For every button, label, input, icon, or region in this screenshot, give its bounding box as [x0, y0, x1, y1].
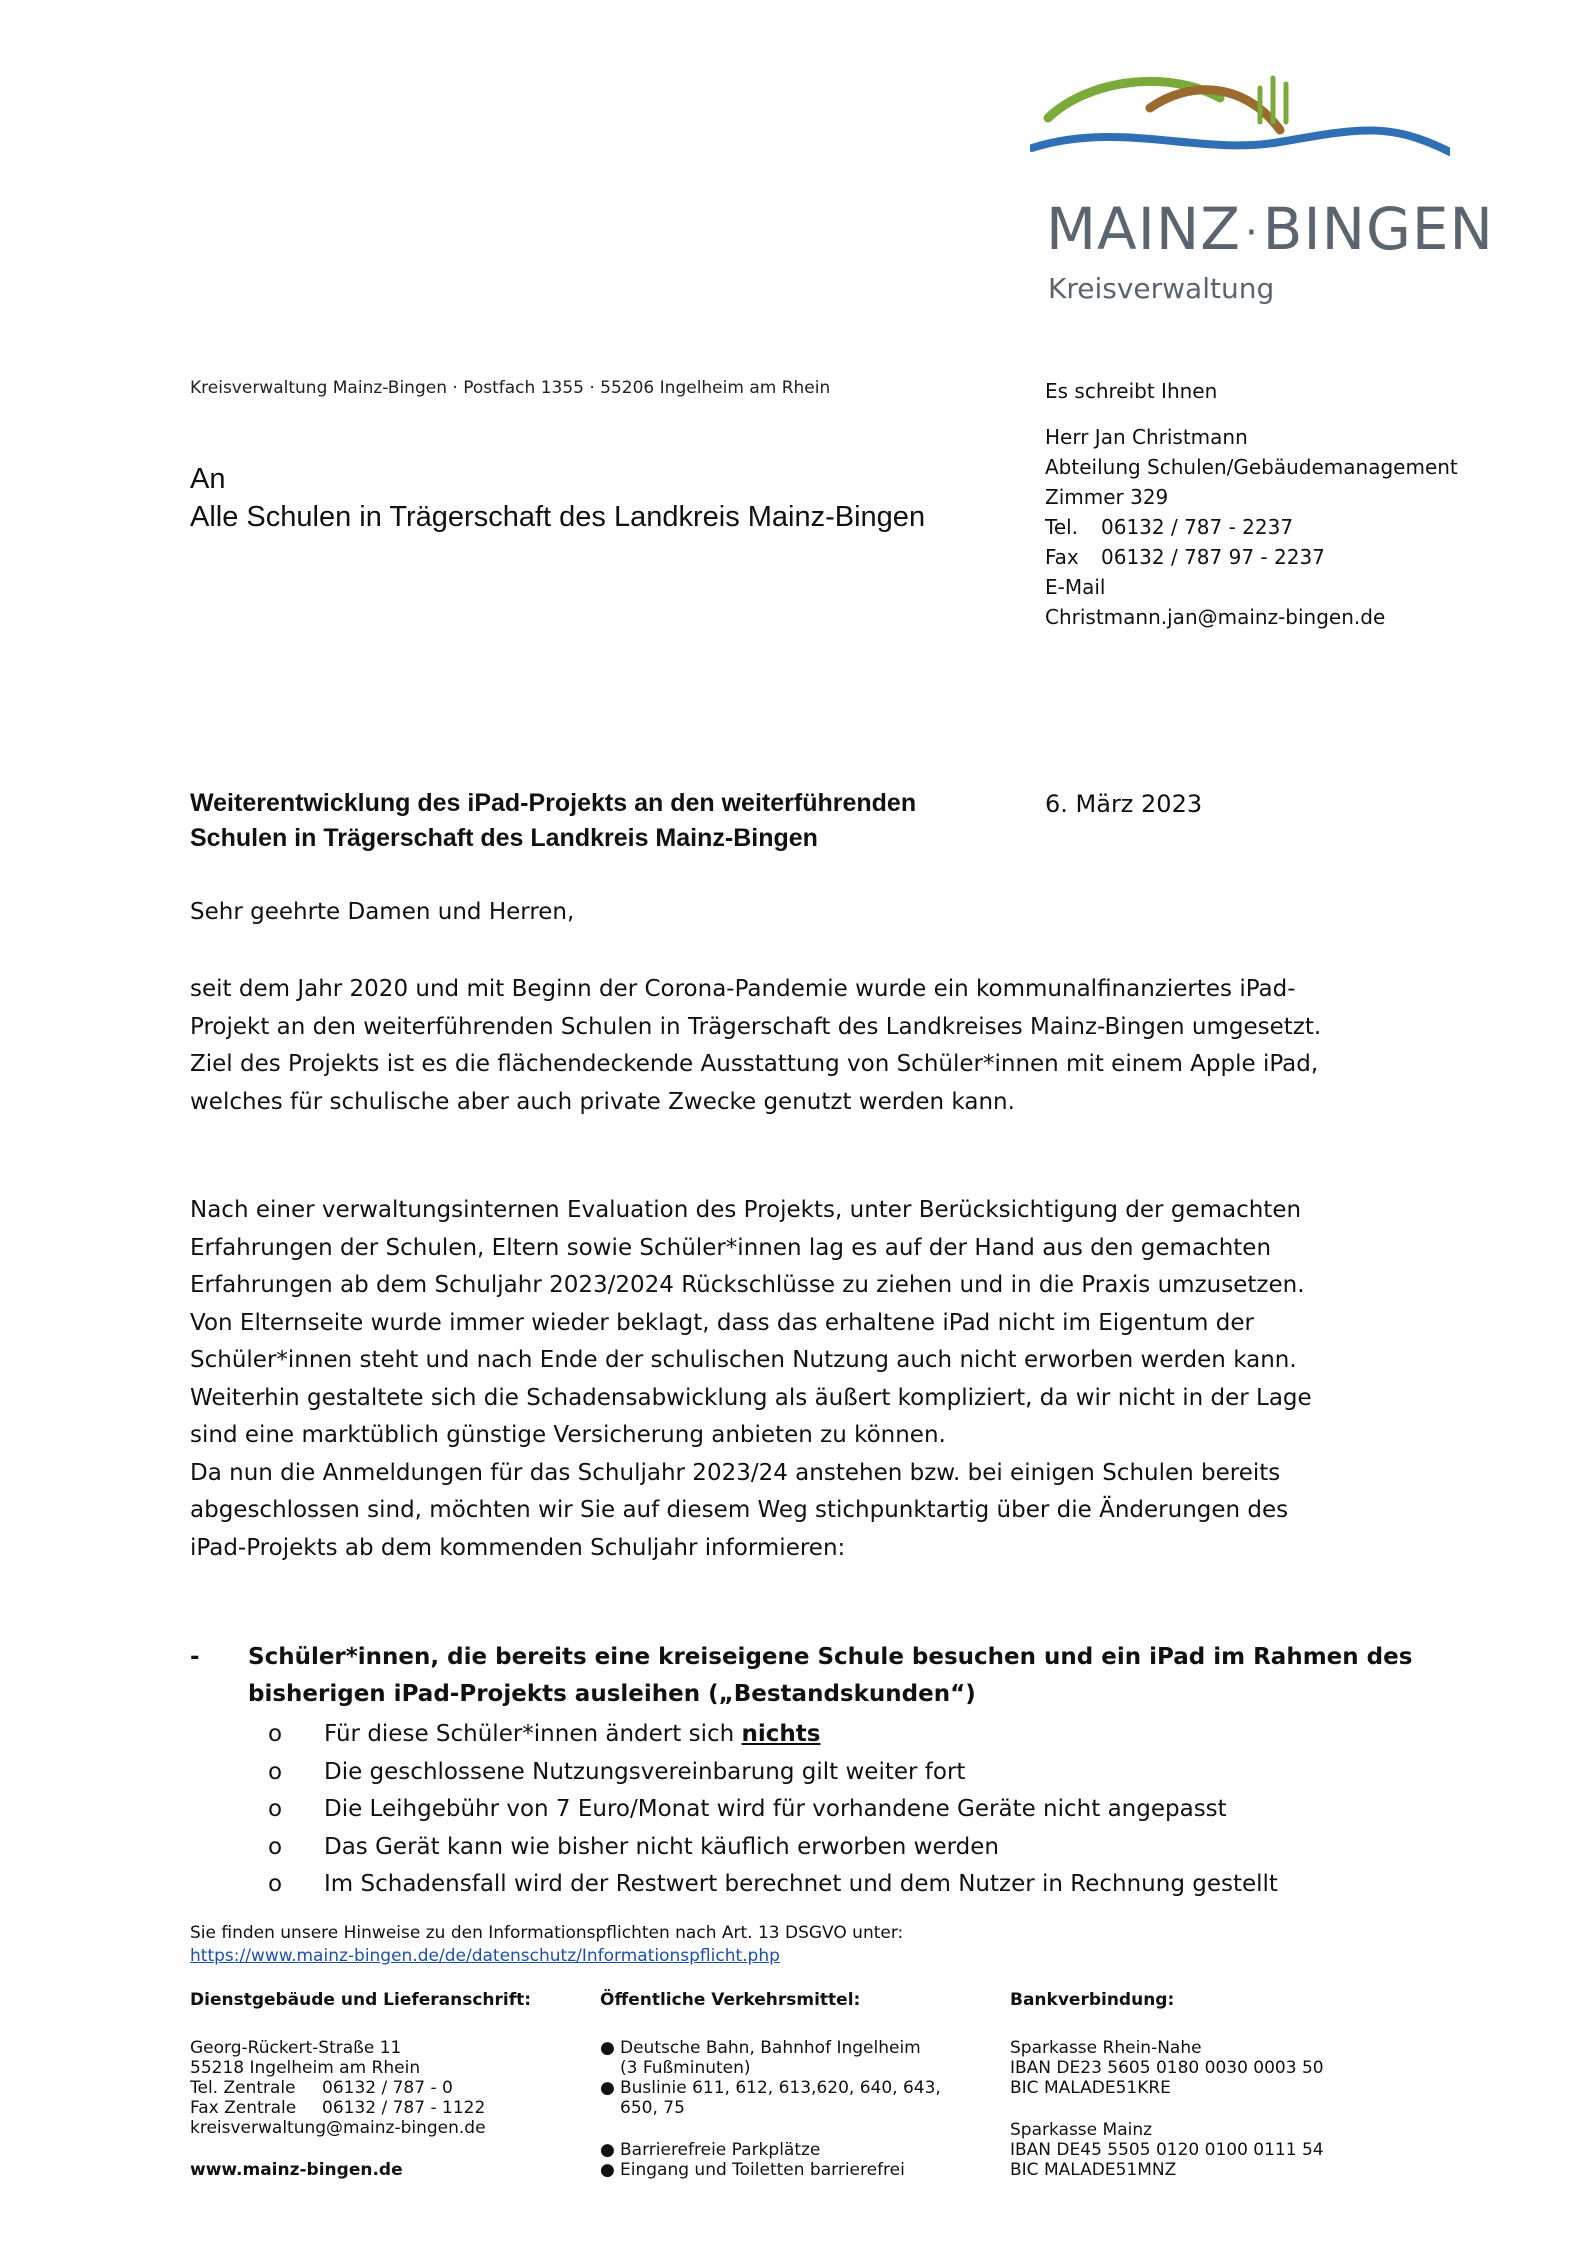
text-line: seit dem Jahr 2020 und mit Beginn der Corona-Pandemie wurde ein kommunalfinanziertes iPad- [190, 976, 1296, 1002]
circle-marker: o [268, 1721, 283, 1747]
bank-iban: IBAN DE45 5505 0120 0100 0111 54 [1010, 2140, 1324, 2160]
salutation: Sehr geehrte Damen und Herren, [190, 899, 575, 925]
list-item: o Im Schadensfall wird der Restwert berechnet und dem Nutzer in Rechnung gestellt [268, 1866, 1278, 1904]
recipient-line: An [190, 463, 226, 495]
paragraph-2 [190, 1192, 1420, 1567]
list-item: o Die geschlossene Nutzungsvereinbarung gilt weiter fort [268, 1754, 1278, 1792]
contact-block [1045, 376, 1458, 632]
footer-heading: Öffentliche Verkehrsmittel: [600, 1990, 861, 2010]
return-address: Kreisverwaltung Mainz-Bingen · Postfach 1355 · 55206 Ingelheim am Rhein [190, 378, 831, 398]
footer-tel: Tel. Zentrale 06132 / 787 - 0 [190, 2078, 453, 2098]
bank-iban: IBAN DE23 5605 0180 0030 0003 50 [1010, 2058, 1324, 2078]
bullet-dot-icon: ● [600, 2078, 615, 2098]
text-line: iPad-Projekts ab dem kommenden Schuljahr informieren: [190, 1534, 846, 1561]
footer-email[interactable]: kreisverwaltung@mainz-bingen.de [190, 2118, 486, 2138]
bank-name: Sparkasse Rhein-Nahe [1010, 2038, 1202, 2058]
contact-room: Zimmer 329 [1045, 485, 1169, 509]
privacy-notice-text: Sie finden unsere Hinweise zu den Informationspflichten nach Art. 13 DSGVO unter: [190, 1923, 904, 1943]
circle-marker: o [268, 1871, 283, 1897]
subject-line-1: Weiterentwicklung des iPad-Projekts an den weiterführenden [190, 789, 917, 817]
brand-name: MAINZ ·BINGEN [1046, 195, 1494, 263]
text-line: Von Elternseite wurde immer wieder beklagt, dass das erhaltene iPad nicht im Eigentum der [190, 1309, 1254, 1336]
bullet-dot-icon: ● [600, 2140, 615, 2160]
brand-subtitle: Kreisverwaltung [1048, 272, 1275, 305]
footer-transport [600, 1990, 941, 2180]
text-line: Projekt an den weiterführenden Schulen in Trägerschaft des Landkreises Mainz-Bingen umgesetzt. [190, 1013, 1322, 1040]
privacy-notice [190, 1922, 903, 1968]
footer-heading: Dienstgebäude und Lieferanschrift: [190, 1990, 532, 2010]
footer-bank [1010, 1990, 1324, 2180]
list-item: o Das Gerät kann wie bisher nicht käuflich erworben werden [268, 1829, 1278, 1867]
text-line: welches für schulische aber auch private Zwecke genutzt werden kann. [190, 1088, 1015, 1115]
bullet-line: Schüler*innen, die bereits eine kreiseigene Schule besuchen und ein iPad im Rahmen des [248, 1644, 1413, 1670]
contact-tel: Tel. 06132 / 787 - 2237 [1045, 515, 1294, 539]
footer-website[interactable]: www.mainz-bingen.de [190, 2160, 403, 2180]
footer-street: Georg-Rückert-Straße 11 [190, 2038, 402, 2058]
landscape-logo-icon [1030, 60, 1450, 170]
bank-bic: BIC MALADE51MNZ [1010, 2160, 1177, 2180]
circle-marker: o [268, 1833, 283, 1860]
kreis-logo [1030, 60, 1494, 310]
dash-marker: - [190, 1644, 200, 1670]
text-line: sind eine marktüblich günstige Versicherung anbieten zu können. [190, 1422, 946, 1448]
letter-date: 6. März 2023 [1045, 790, 1203, 818]
text-line: Schüler*innen steht und nach Ende der schulischen Nutzung auch nicht erworben werden kann. [190, 1347, 1297, 1373]
list-item: ● Barrierefreie Parkplätze [600, 2140, 821, 2160]
contact-email[interactable]: Christmann.jan@mainz-bingen.de [1045, 605, 1386, 629]
subject-line [190, 786, 1040, 856]
list-item: ● Eingang und Toiletten barrierefrei [600, 2160, 905, 2180]
text-line: Da nun die Anmeldungen für das Schuljahr 2023/24 anstehen bzw. bei einigen Schulen bereits [190, 1459, 1281, 1486]
circle-marker: o [268, 1758, 283, 1785]
footer-fax: Fax Zentrale 06132 / 787 - 1122 [190, 2098, 486, 2118]
bullet-dot-icon: ● [600, 2038, 615, 2058]
list-item: o Die Leihgebühr von 7 Euro/Monat wird für vorhandene Geräte nicht angepasst [268, 1791, 1278, 1829]
subject-line-2: Schulen in Trägerschaft des Landkreis Mainz-Bingen [190, 824, 818, 852]
bank-name: Sparkasse Mainz [1010, 2120, 1153, 2140]
list-item: o Für diese Schüler*innen ändert sich nichts [268, 1716, 1278, 1754]
recipient-block [190, 460, 925, 536]
recipient-line: Alle Schulen in Trägerschaft des Landkreis Mainz-Bingen [190, 501, 926, 533]
text-line: Nach einer verwaltungsinternen Evaluation des Projekts, unter Berücksichtigung der gemachten [190, 1197, 1302, 1223]
text-line: Ziel des Projekts ist es die flächendeckende Ausstattung von Schüler*innen mit einem Apple iPad, [190, 1051, 1319, 1077]
paragraph-1 [190, 971, 1420, 1121]
bank-bic: BIC MALADE51KRE [1010, 2078, 1171, 2098]
contact-department: Abteilung Schulen/Gebäudemanagement [1045, 455, 1458, 479]
contact-fax: Fax 06132 / 787 97 - 2237 [1045, 545, 1325, 569]
footer-city: 55218 Ingelheim am Rhein [190, 2058, 421, 2078]
contact-heading: Es schreibt Ihnen [1045, 379, 1218, 403]
list-item: ● Deutsche Bahn, Bahnhof Ingelheim (3 Fußminuten) [600, 2038, 921, 2078]
text-line: Erfahrungen ab dem Schuljahr 2023/2024 Rückschlüsse zu ziehen und in die Praxis umzusetzen. [190, 1272, 1305, 1298]
footer-address [190, 1990, 531, 2180]
footer-heading: Bankverbindung: [1010, 1990, 1175, 2010]
sub-list [268, 1716, 1278, 1904]
contact-email-label: E-Mail [1045, 575, 1106, 599]
emphasis-nichts: nichts [741, 1721, 821, 1747]
contact-name: Herr Jan Christmann [1045, 425, 1248, 449]
privacy-link[interactable]: https://www.mainz-bingen.de/de/datenschutz/Informationspflicht.php [190, 1946, 780, 1966]
text-line: Weiterhin gestaltete sich die Schadensabwicklung als äußert kompliziert, da wir nicht in der Lage [190, 1384, 1312, 1411]
circle-marker: o [268, 1796, 283, 1822]
bullet-line: bisherigen iPad-Projekts ausleihen („Bestandskunden“) [248, 1681, 976, 1707]
text-line: Erfahrungen der Schulen, Eltern sowie Schüler*innen lag es auf der Hand aus den gemachten [190, 1234, 1272, 1261]
bullet-dot-icon: ● [600, 2160, 615, 2180]
list-item: ● Buslinie 611, 612, 613,620, 640, 643, 650, 75 [600, 2078, 941, 2118]
text-line: abgeschlossen sind, möchten wir Sie auf diesem Weg stichpunktartig über die Änderungen des [190, 1497, 1289, 1523]
